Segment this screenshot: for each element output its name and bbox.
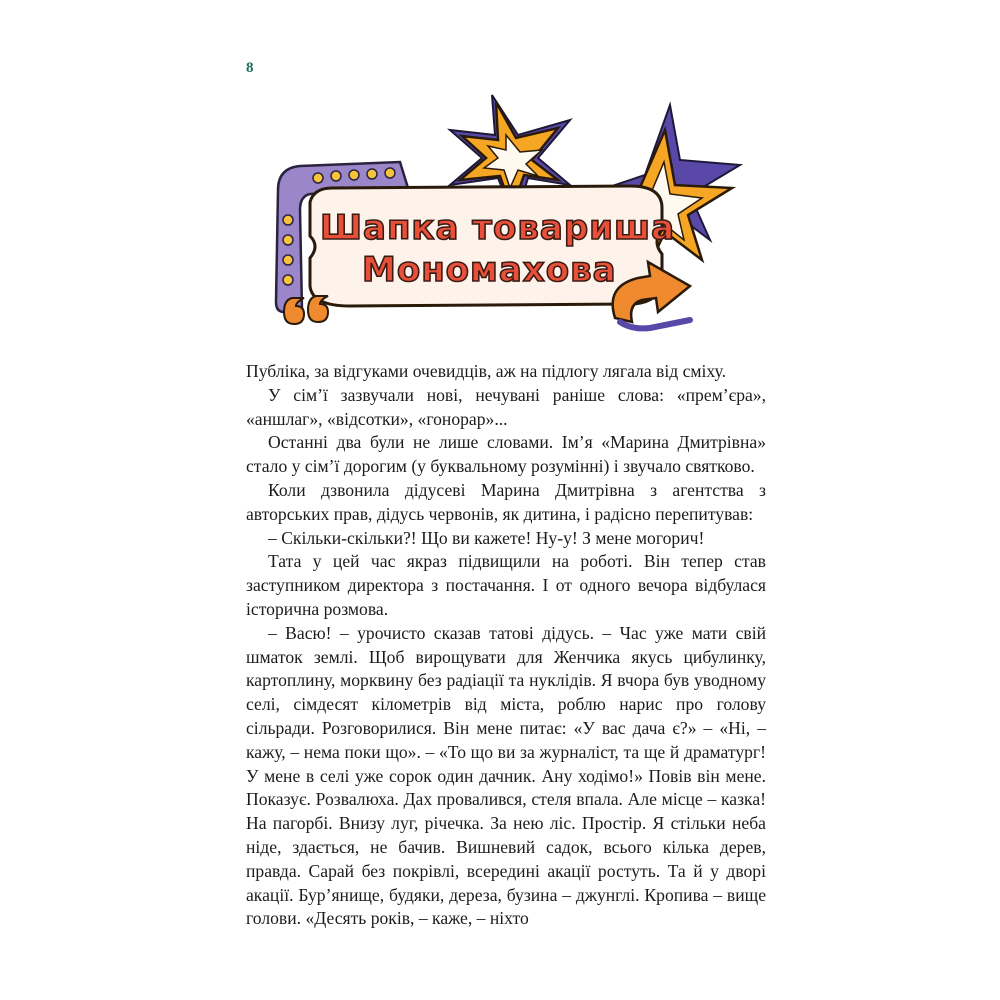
paragraph: Публіка, за відгуками очевидців, аж на підлогу лягала від сміху. (246, 361, 726, 381)
paragraph: – Васю! – урочисто сказав татові дідусь. – Час уже мати свій шматок землі. Щоб вирощувати для Женчика якусь цибулинку, картоплину, морквину без радіації та нуклідів. Я вчора був уводному селі, сімдесят кілометрів від міста, роблю нарис про голову сільради. Розговорилися. Він мене питає: «У вас дача є?» – «Ні, – кажу, – нема поки що». – «То що ви за журналіст, та ще й драматург! У мене в селі уже сорок один дачник. Ану ходімо!» Повів він мене. Показує. Розвалюха. Дах провалився, стеля впала. Але місце – казка! На пагорбі. Внизу луг, річечка. За нею ліс. Простір. Я стільки неба ніде, здається, не бачив. Вишневий садок, всього кілька дерев, правда. Сарай без покрівлі, всередині акації ростуть. Та й у дворі акації. Бур’янище, будяки, дереза, бузина – джунглі. Кропива – вище голови. «Десять років, – каже, – ніхто (246, 622, 766, 929)
paragraph: Тата у цей час якраз підвищили на роботі. Він тепер став заступником директора з постачання. І от одного вечора відбулася історична розмова. (246, 551, 766, 619)
chapter-title-line-1: Шапка товариша (320, 208, 676, 248)
paragraph: – Скільки-скільки?! Що ви кажете! Ну-у! З мене могорич! (268, 527, 705, 548)
body-text (246, 360, 766, 931)
paragraph: У сім’ї зазвучали нові, нечувані раніше слова: «прем’єра», «аншлаг», «відсотки», «гонорар»... (246, 384, 766, 429)
chapter-title-banner (270, 90, 760, 350)
paragraph: Останні два були не лише словами. Ім’я «Марина Дмитрівна» стало у сім’ї дорогим (у буквальному розумінні) і звучало святково. (246, 432, 766, 477)
paragraph: Коли дзвонила дідусеві Марина Дмитрівна з агентства з авторських прав, дідусь червонів, як дитина, і радісно перепитував: (246, 479, 766, 524)
chapter-title-line-2: Мономахова (362, 250, 617, 290)
page-number: 8 (246, 60, 254, 76)
quote-marks-icon (284, 296, 328, 324)
